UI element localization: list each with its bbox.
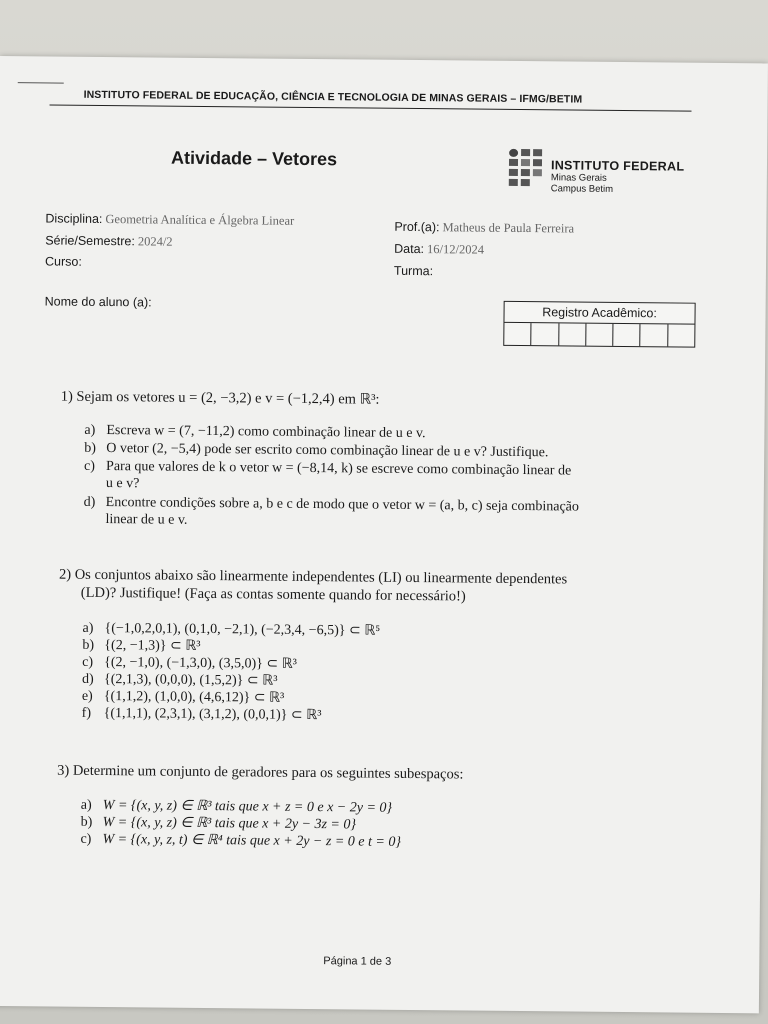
logo-line2: Minas Gerais (550, 172, 607, 184)
item-text: {(2, −1,0), (−1,3,0), (3,5,0)} ⊂ ℝ³ (104, 655, 297, 672)
item-label: f) (81, 705, 92, 721)
disciplina-row (45, 211, 294, 228)
item-label: b) (82, 637, 95, 653)
item-label: c) (80, 831, 92, 847)
q2-item-f (82, 705, 322, 724)
ra-digit-cell[interactable] (613, 324, 640, 346)
item-text: Encontre condições sobre a, b e c de modo que o vetor w = (a, b, c) seja combinação (105, 495, 579, 515)
q2-item-d (82, 671, 278, 690)
pencil-mark (18, 82, 64, 83)
item-text: {(−1,0,2,0,1), (0,1,0, −2,1), (−2,3,4, −6,5)} ⊂ ℝ⁵ (104, 621, 381, 639)
item-label: b) (84, 440, 96, 456)
turma-label: Turma: (393, 263, 434, 279)
item-text: W = {(x, y, z) ∈ ℝ³ tais que x + 2y − 3z = 0} (102, 815, 357, 833)
question-text: Determine um conjunto de geradores para os seguintes subespaços: (72, 762, 464, 783)
item-label: e) (81, 688, 93, 704)
page-number: Página 1 de 3 (323, 955, 392, 968)
data-label: Data: (394, 241, 425, 257)
prof-value: Matheus de Paula Ferreira (442, 220, 575, 236)
q1-item-b (84, 441, 548, 461)
question-text: Sejam os vetores u = (2, −3,2) e v = (−1,2,4) em ℝ³: (76, 388, 380, 408)
ra-digit-cell[interactable] (532, 323, 559, 345)
header-rule (50, 104, 692, 111)
item-text: W = {(x, y, z) ∈ ℝ³ tais que x + z = 0 e x − 2y = 0} (102, 798, 393, 816)
item-text: {(2, −1,3)} ⊂ ℝ³ (104, 638, 201, 654)
logo-line3: Campus Betim (550, 183, 614, 195)
page-title: Atividade – Vetores (170, 147, 338, 170)
registro-academico-cells (504, 323, 694, 347)
data-value: 16/12/2024 (426, 242, 485, 257)
item-text: Para que valores de k o vetor w = (−8,14, k) se escreve como combinação linear de (105, 459, 572, 479)
item-text: {(1,1,1), (2,3,1), (3,1,2), (0,0,1)} ⊂ ℝ³ (103, 706, 322, 724)
question-text: Os conjuntos abaixo são linearmente independentes (LI) ou linearmente dependentes (74, 566, 568, 588)
q1-item-a (84, 423, 425, 442)
registro-academico-label: Registro Acadêmico: (504, 302, 694, 325)
ra-digit-cell[interactable] (668, 324, 694, 346)
item-text: Escreva w = (7, −11,2) como combinação linear de u e v. (106, 423, 426, 442)
item-label: c) (83, 458, 96, 474)
serie-row (45, 233, 172, 249)
logo-line1: INSTITUTO FEDERAL (550, 158, 685, 174)
q2-item-b (82, 637, 200, 655)
ra-digit-cell[interactable] (586, 324, 613, 346)
data-row (394, 242, 484, 258)
item-label: a) (82, 620, 94, 636)
q1-item-c (84, 459, 571, 480)
disciplina-value: Geometria Analítica e Álgebra Linear (105, 212, 295, 228)
item-label: a) (84, 422, 96, 438)
question-3 (57, 763, 463, 784)
question-1 (61, 389, 380, 409)
serie-value: 2024/2 (137, 234, 173, 249)
item-text: W = {(x, y, z, t) ∈ ℝ⁴ tais que x + 2y − z = 0 e t = 0} (102, 832, 402, 850)
question-number: 2) (58, 566, 72, 583)
item-label: d) (81, 671, 94, 687)
q1-item-c-cont: u e v? (105, 476, 140, 492)
question-number: 1) (60, 388, 73, 405)
item-text: {(2,1,3), (0,0,0), (1,5,2)} ⊂ ℝ³ (103, 672, 278, 689)
institution-header: INSTITUTO FEDERAL DE EDUCAÇÃO, CIÊNCIA E TECNOLOGIA DE MINAS GERAIS – IFMG/BETIM (83, 88, 583, 106)
question-number: 3) (57, 762, 70, 779)
curso-label: Curso: (44, 254, 82, 269)
item-label: d) (83, 494, 96, 510)
item-text: O vetor (2, −5,4) pode ser escrito como combinação linear de u e v? Justifique. (106, 441, 549, 461)
item-label: b) (80, 814, 93, 830)
q3-item-c (80, 831, 401, 851)
serie-label: Série/Semestre: (45, 233, 135, 249)
ra-digit-cell[interactable] (559, 323, 586, 345)
prof-label: Prof.(a): (394, 219, 440, 235)
disciplina-label: Disciplina: (45, 211, 103, 226)
ra-digit-cell[interactable] (504, 323, 531, 345)
q2-item-e (82, 688, 285, 707)
ra-digit-cell[interactable] (641, 324, 668, 346)
q2-item-c (82, 654, 297, 673)
exam-sheet (0, 56, 768, 1013)
item-label: c) (82, 654, 94, 670)
prof-row (394, 220, 574, 237)
item-text: {(1,1,2), (1,0,0), (4,6,12)} ⊂ ℝ³ (103, 689, 285, 706)
item-label: a) (80, 797, 92, 813)
q1-item-d-cont: linear de u e v. (105, 512, 188, 528)
registro-academico-box (503, 301, 695, 348)
question-2-cont: (LD)? Justifique! (Faça as contas somente quando for necessário!) (80, 584, 466, 605)
student-name-label: Nome do aluno (a): (44, 294, 152, 310)
